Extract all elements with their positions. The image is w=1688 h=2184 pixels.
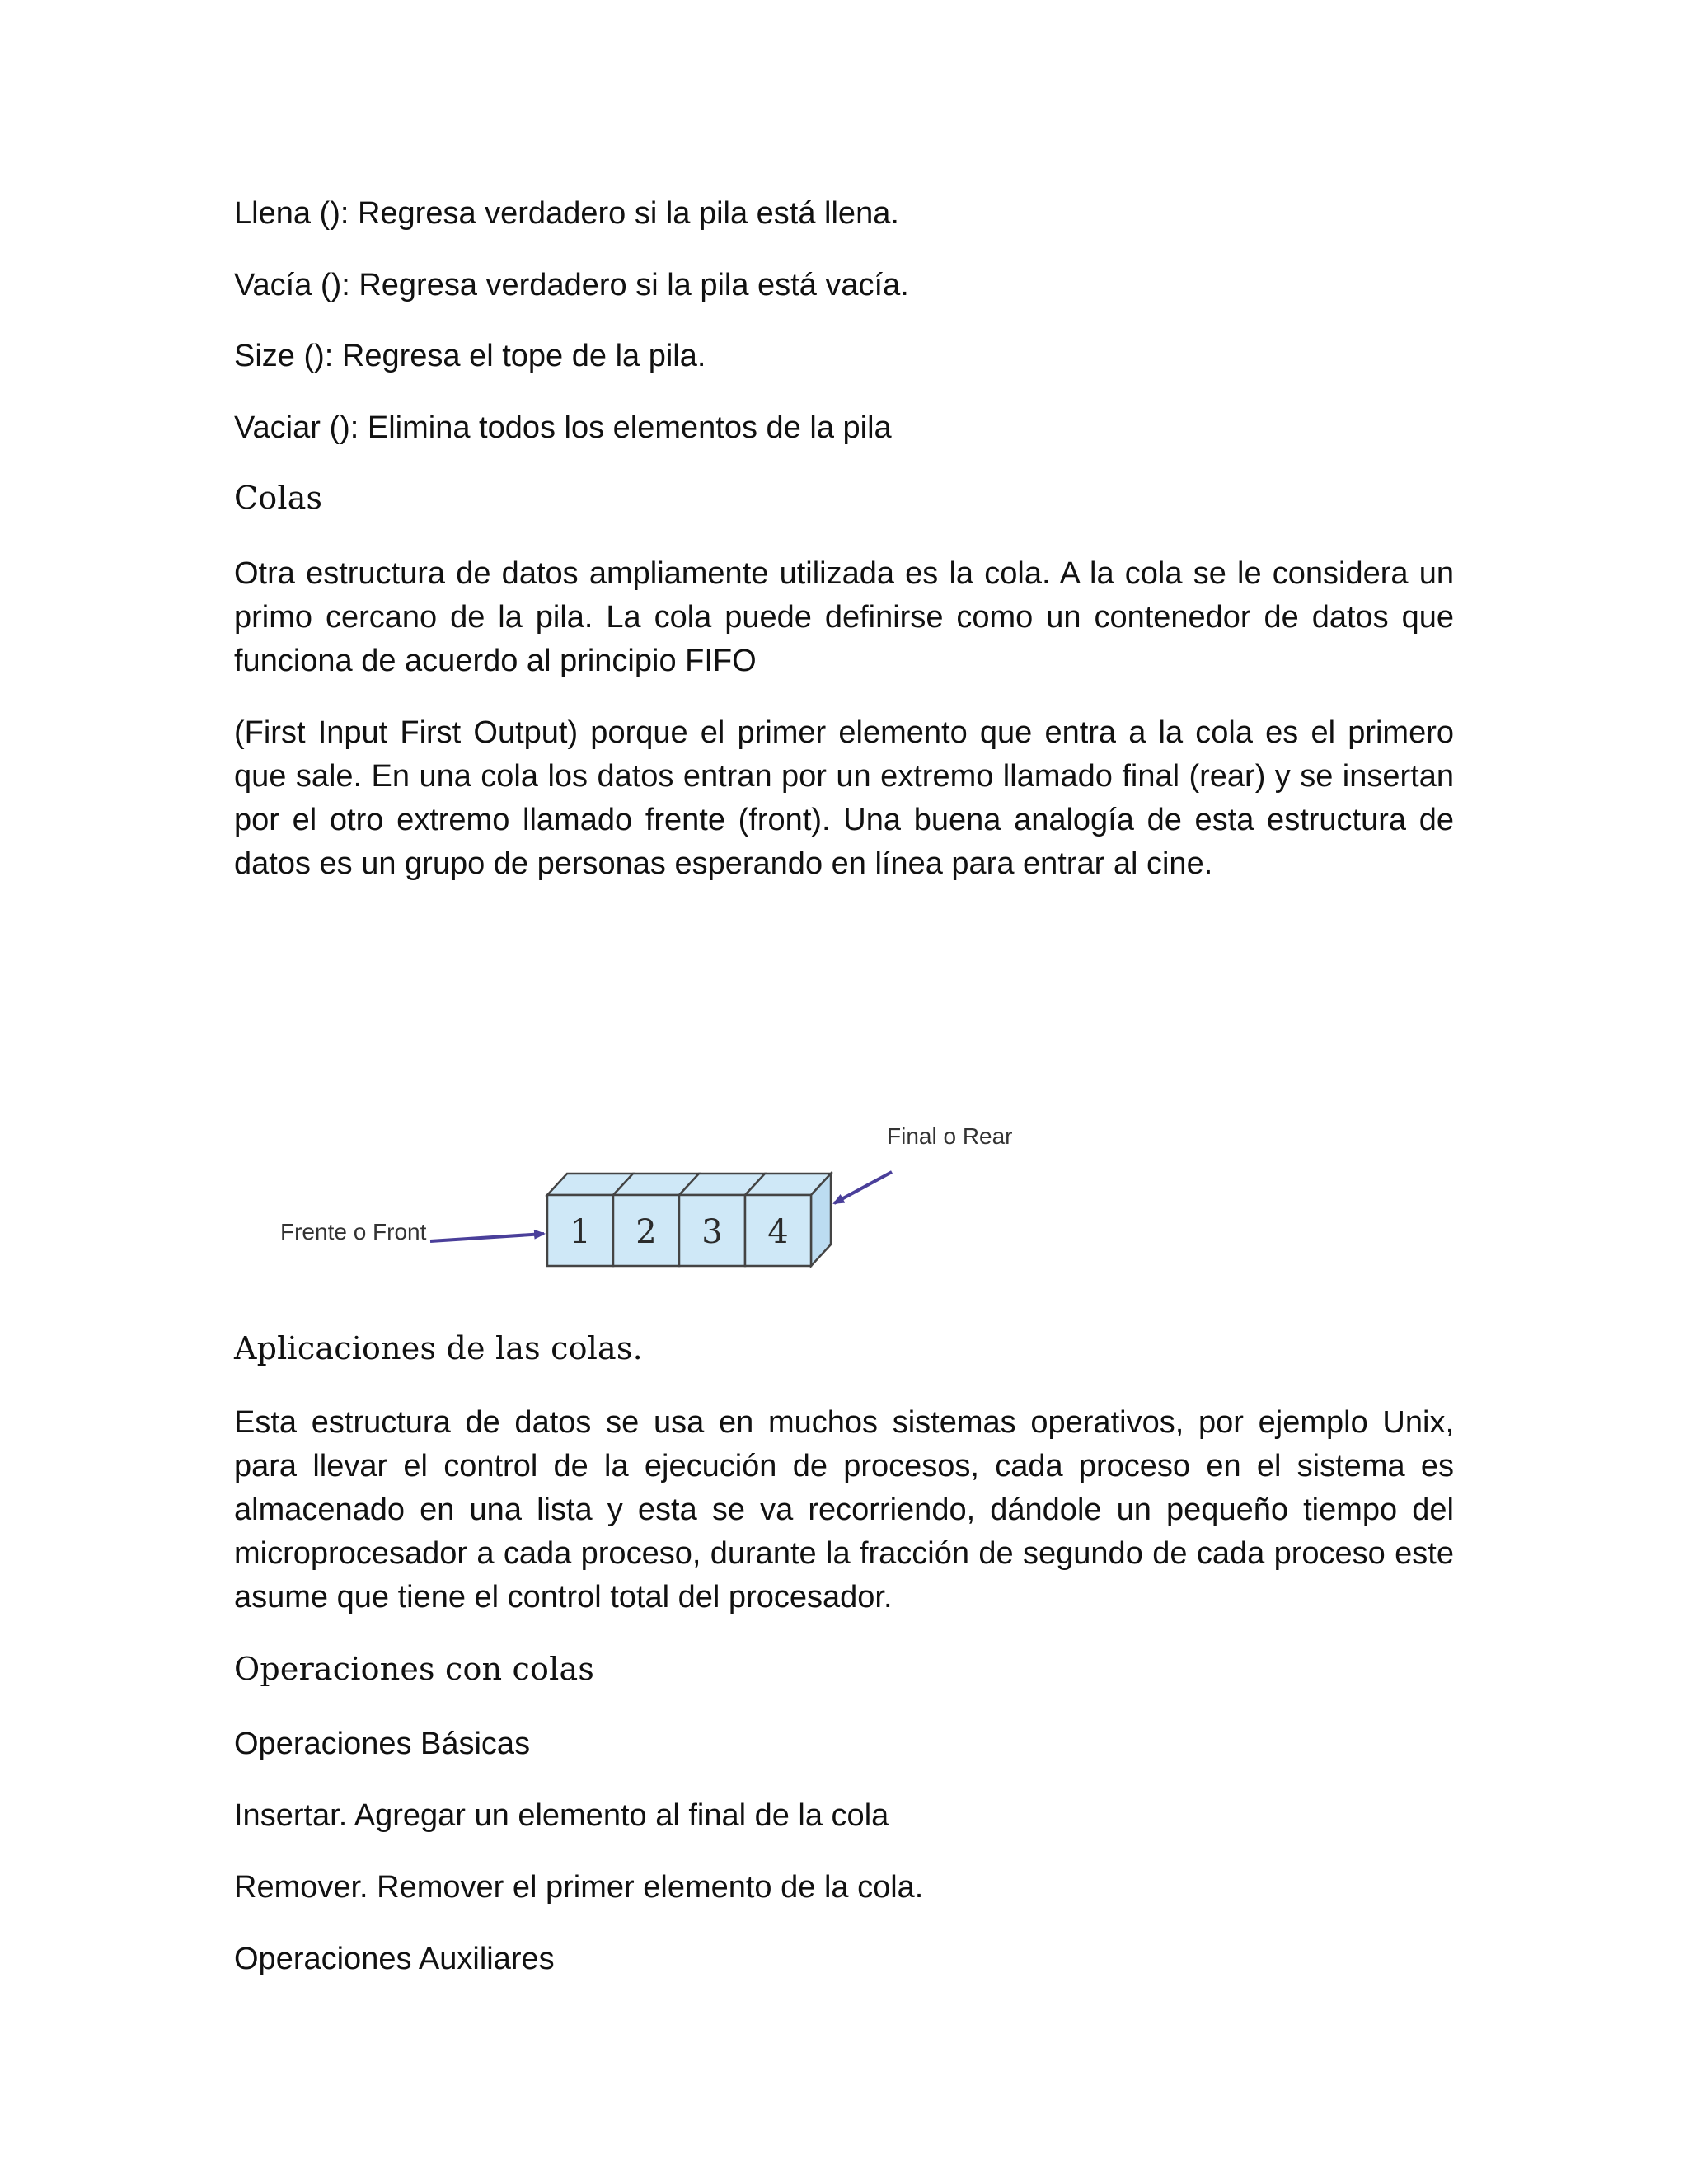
heading-colas: Colas [234,480,323,516]
rear-arrow [834,1172,892,1203]
rear-label: Final o Rear [887,1123,1013,1149]
ops-basicas: Operaciones Básicas [234,1727,531,1761]
queue-box-label-1: 1 [570,1213,591,1251]
heading-operaciones: Operaciones con colas [234,1651,595,1687]
paragraph-aplicaciones: Esta estructura de datos se usa en muchos sistemas operativos, por ejemplo Unix, para llevar el control de la ejecución de procesos, cada proceso en el sistema es almacenado en una lista y esta se va recorriendo, dándole un pequeño tiempo del microprocesador a cada proceso, durante la fracción de segundo de cada proceso este asume que tiene el control total del procesador. [234,1405,1454,1615]
queue-box-label-2: 2 [635,1213,657,1251]
line-vaciar: Vaciar (): Elimina todos los elementos de la pila [234,410,892,445]
heading-aplicaciones: Aplicaciones de las colas. [234,1330,643,1366]
paragraph-cola-fifo: (First Input First Output) porque el primer elemento que entra a la cola es el primero que sale. En una cola los datos entran por un extremo llamado final (rear) y se insertan por el otro extremo llamado frente (front). Una buena analogía de esta estructura de datos es un grupo de personas esperando en línea para entrar al cine. [234,715,1454,881]
front-arrow [430,1234,544,1241]
queue-box-label-4: 4 [767,1213,789,1251]
ops-auxiliares: Operaciones Auxiliares [234,1942,555,1976]
queue-diagram-svg [272,1121,1030,1302]
op-insertar: Insertar. Agregar un elemento al final de la cola [234,1798,889,1833]
line-vacia: Vacía (): Regresa verdadero si la pila está vacía. [234,268,909,302]
op-remover: Remover. Remover el primer elemento de la cola. [234,1870,924,1905]
queue-box-label-3: 3 [701,1213,723,1251]
paragraph-cola-intro: Otra estructura de datos ampliamente utilizada es la cola. A la cola se le considera un primo cercano de la pila. La cola puede definirse como un contenedor de datos que funciona de acuerdo al principio FIFO [234,556,1454,678]
front-label: Frente o Front [280,1219,427,1244]
line-size: Size (): Regresa el tope de la pila. [234,339,706,373]
queue-diagram [272,1121,1030,1302]
line-llena: Llena (): Regresa verdadero si la pila está llena. [234,196,899,231]
